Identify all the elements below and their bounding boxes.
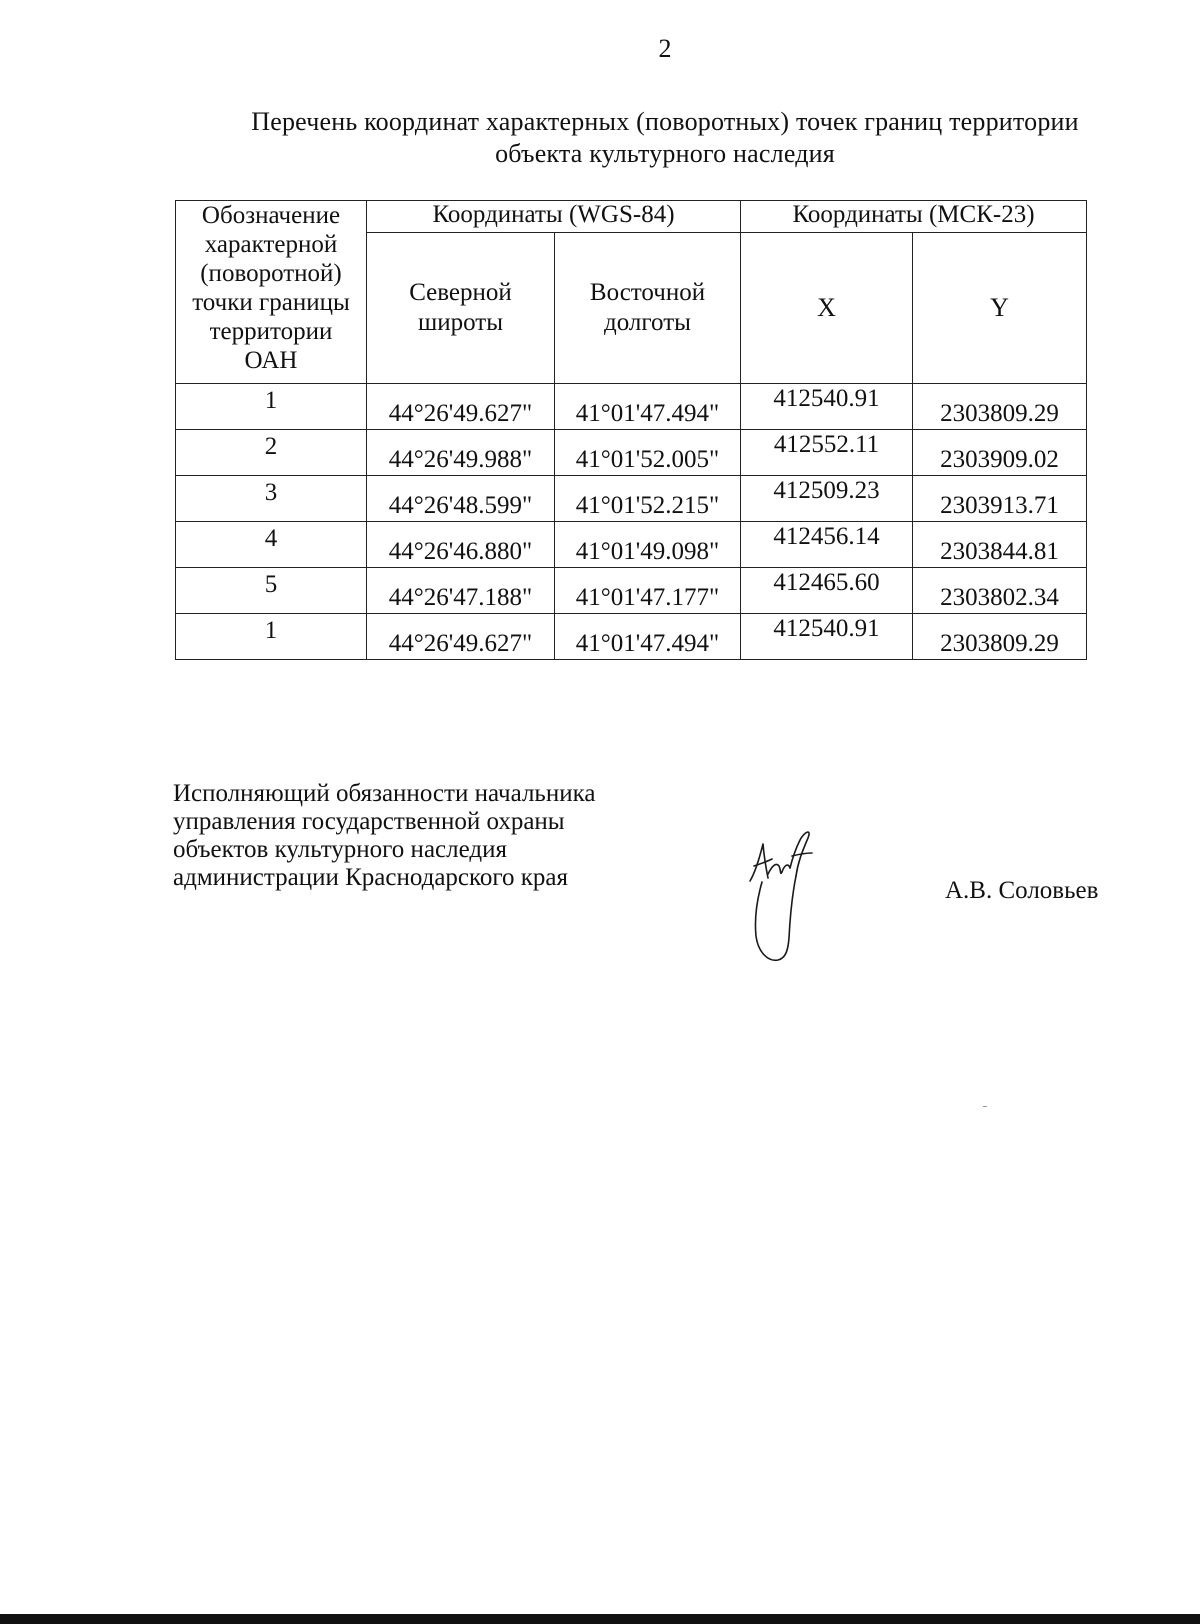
header-msk23-group: Координаты (МСК-23)	[741, 201, 1087, 233]
document-title	[160, 106, 1170, 170]
cell-longitude: 41°01'47.177"	[555, 568, 741, 614]
cell-point: 1	[176, 384, 367, 430]
cell-latitude: 44°26'48.599"	[367, 476, 555, 522]
header-east-longitude-line: Восточной	[589, 279, 706, 306]
cell-point: 4	[176, 522, 367, 568]
cell-latitude: 44°26'49.627"	[367, 614, 555, 660]
scan-edge-bar	[0, 1614, 1200, 1624]
document-title-line-1: Перечень координат характерных (поворотных) точек границ территории	[251, 107, 1079, 136]
document-title-line-2: объекта культурного наследия	[495, 139, 835, 168]
header-north-latitude	[367, 233, 555, 384]
handwritten-signature	[746, 826, 836, 976]
header-north-latitude-line: широты	[417, 309, 504, 336]
coordinates-table	[175, 200, 1087, 660]
signatory-position-line: объектов культурного наследия	[173, 836, 507, 863]
header-x: X	[741, 233, 913, 384]
header-east-longitude-line: долготы	[604, 309, 691, 336]
signatory-position-line: управления государственной охраны	[173, 808, 565, 835]
cell-x: 412540.91	[741, 614, 913, 660]
cell-y: 2303844.81	[913, 522, 1087, 568]
cell-latitude: 44°26'49.988"	[367, 430, 555, 476]
header-designation-line: точки границы	[192, 289, 350, 316]
header-designation-line: (поворотной)	[200, 260, 342, 287]
cell-longitude: 41°01'47.494"	[555, 384, 741, 430]
cell-point: 5	[176, 568, 367, 614]
cell-x: 412552.11	[741, 430, 913, 476]
signatory-name: А.В. Соловьев	[945, 877, 1099, 904]
signatory-position-line: Исполняющий обязанности начальника	[173, 780, 596, 807]
cell-point: 2	[176, 430, 367, 476]
cell-latitude: 44°26'46.880"	[367, 522, 555, 568]
cell-latitude: 44°26'49.627"	[367, 384, 555, 430]
header-east-longitude	[555, 233, 741, 384]
header-point-designation	[176, 201, 367, 384]
page-number: 2	[658, 34, 672, 63]
cell-longitude: 41°01'47.494"	[555, 614, 741, 660]
cell-y: 2303809.29	[913, 384, 1087, 430]
header-designation-line: территории	[209, 318, 333, 345]
cell-y: 2303913.71	[913, 476, 1087, 522]
cell-y: 2303809.29	[913, 614, 1087, 660]
table-row	[176, 476, 1087, 522]
cell-latitude: 44°26'47.188"	[367, 568, 555, 614]
table-row	[176, 568, 1087, 614]
cell-y: 2303802.34	[913, 568, 1087, 614]
cell-x: 412509.23	[741, 476, 913, 522]
cell-point: 3	[176, 476, 367, 522]
table-row	[176, 430, 1087, 476]
scan-speck	[983, 1106, 987, 1107]
cell-point: 1	[176, 614, 367, 660]
header-designation-line: ОАН	[244, 347, 298, 374]
signatory-position	[173, 780, 595, 892]
table-row	[176, 384, 1087, 430]
cell-longitude: 41°01'52.215"	[555, 476, 741, 522]
header-designation-line: Обозначение	[201, 202, 341, 229]
cell-longitude: 41°01'52.005"	[555, 430, 741, 476]
cell-y: 2303909.02	[913, 430, 1087, 476]
cell-x: 412456.14	[741, 522, 913, 568]
header-y: Y	[913, 233, 1087, 384]
header-designation-line: характерной	[204, 231, 338, 258]
cell-x: 412465.60	[741, 568, 913, 614]
header-wgs84-group: Координаты (WGS-84)	[367, 201, 741, 233]
cell-longitude: 41°01'49.098"	[555, 522, 741, 568]
table-row	[176, 614, 1087, 660]
table-row	[176, 522, 1087, 568]
header-north-latitude-line: Северной	[409, 279, 512, 306]
cell-x: 412540.91	[741, 384, 913, 430]
signatory-position-line: администрации Краснодарского края	[173, 864, 569, 891]
